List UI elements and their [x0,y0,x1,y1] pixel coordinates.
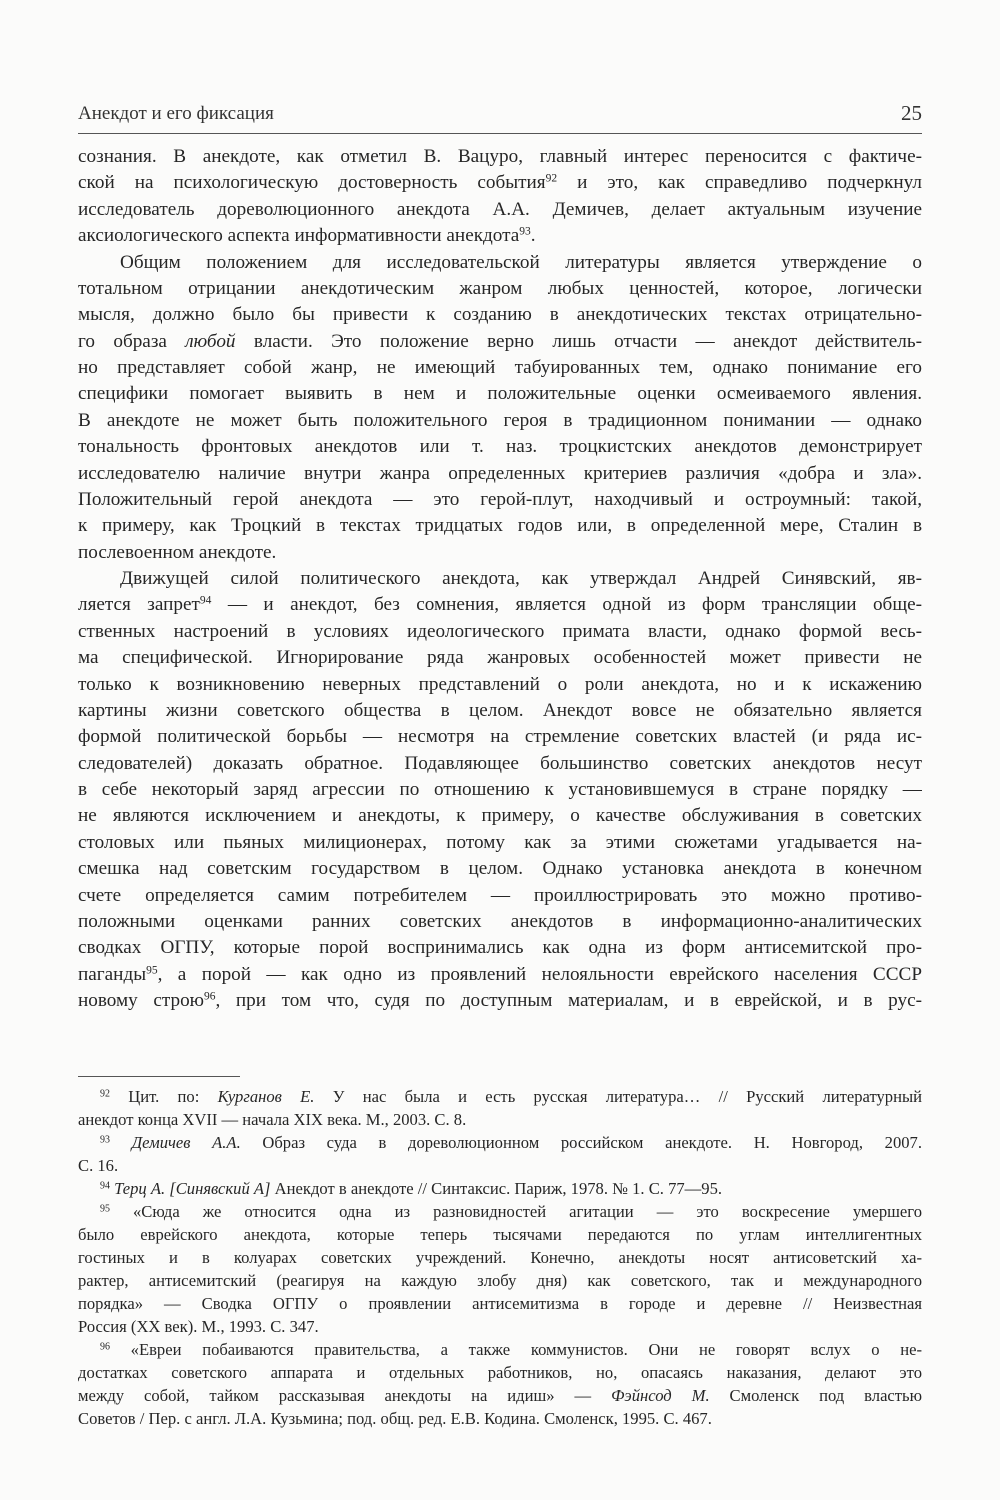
text-line [78,434,922,460]
text-line [78,751,922,777]
text-run: , при том что, судя по доступным материалам, и в еврейской, и в рус- [215,990,922,1011]
footnote [78,1338,922,1430]
text-line [78,619,922,645]
text-line [78,1292,922,1315]
footnote-ref: 93 [519,225,531,238]
text-line [78,170,922,196]
text-line [78,1246,922,1269]
text-run: ственных настроений в условиях идеологического примата власти, однако формой весь- [78,620,922,642]
text-line [78,1200,922,1223]
text-line [78,777,922,803]
text-run: Движущей силой политического анекдота, как утверждал Андрей Синявский, яв- [120,568,922,589]
text-run: У нас была и есть русская литература… // Русский литературный [314,1087,922,1106]
text-line [78,1108,922,1131]
text-run: сознания. В анекдоте, как отметил В. Вацуро, главный интерес переносится с фактиче- [78,146,922,167]
text-run: Цит. по: [109,1087,218,1106]
text-run: гостиных и в колуарах советских учреждений. Конечно, анекдоты носят антисоветский ха- [78,1248,922,1267]
footnote-ref: 95 [100,1203,110,1215]
text-run: следователей) доказать обратное. Подавляющее большинство советских анекдотов несут [78,752,922,774]
footnote-ref: 92 [545,173,558,186]
text-line [78,302,922,328]
text-run: . [530,225,536,247]
text-run: мысля, должно было бы привести к созданию в анекдотических текстах отрицательно- [78,304,922,326]
text-run: сводках ОГПУ, которые порой воспринимались как одна из форм антисемитской про- [78,937,922,959]
text-run: тотальном отрицании анекдотическим жанром любых ценностей, которое, логически [78,277,922,299]
text-line [78,461,922,487]
text-run: Советов / Пер. с англ. Л.А. Кузьмина; под. общ. ред. Е.В. Кодина. Смоленск, 1995. С. 467. [78,1409,712,1428]
text-run: картины жизни советского общества в целом. Анекдот вовсе не обязательно является [78,699,922,721]
text-line [78,329,922,355]
italic-text: Терц А. [Синявский А] [114,1179,271,1198]
footnote-ref: 92 [100,1088,110,1100]
text-run: между собой, тайком рассказывая анекдоты на идиш» — [78,1386,612,1405]
text-run: С. 16. [78,1156,119,1175]
footnote [78,1177,922,1200]
text-run: го образа [78,330,186,352]
text-line [78,672,922,698]
text-run: Образ суда в дореволюционном российском анекдоте. Н. Новгород, 2007. [240,1133,922,1152]
text-line [78,988,922,1014]
text-line [78,1384,922,1407]
text-line [78,592,922,618]
text-line [78,803,922,829]
text-run: «Сюда же относится одна из разновидностей агитации — это воскресение умершего [109,1202,922,1221]
text-run: , а порой — как одно из проявлений нелояльности еврейского населения СССР [157,963,922,985]
footnote-ref: 94 [199,595,212,608]
text-line [78,276,922,302]
text-run: паганды [78,963,147,985]
text-run: Положительный герой анекдота — это герой-плут, находчивый и остроумный: такой, [78,488,922,510]
text-run: но представляет собой жанр, не имеющий табуированных тем, однако понимание его [78,357,922,378]
text-run: рактер, антисемитский (реагируя на каждую злобу дня) как советского, так и международного [78,1271,922,1290]
text-run: «Евреи побаиваются правительства, а также коммунистов. Они не говорят вслух о не- [109,1340,922,1359]
text-run: только к возникновению неверных представлений о роли анекдота, но и к искажению [78,673,922,695]
text-run: исследователю наличие внутри жанра определенных критериев различия «добра и зла». [78,462,922,484]
text-run: исследователь дореволюционного анекдота А.А. Демичев, делает актуальным изучение [78,198,922,220]
text-run [110,1133,132,1152]
text-run: положными оценками ранних советских анекдотов в информационно-аналитических [78,910,922,932]
footnote [78,1085,922,1131]
text-run: к примеру, как Троцкий в текстах тридцатых годов или, в определенной мере, Сталин в [78,515,922,537]
body-text [78,144,922,1014]
text-line [78,1269,922,1292]
text-line [78,1154,922,1177]
text-run: и это, как справедливо подчеркнул [557,172,922,194]
text-line [78,856,922,882]
text-run: — и анекдот, без сомнения, является одной из форм трансляции обще- [211,594,922,616]
text-run: формой политической борьбы — несмотря на стремление советских властей (и ряда ис- [78,726,922,748]
text-line [78,883,922,909]
text-run: Смоленск под властью [709,1386,922,1405]
text-run: анекдот конца XVII — начала XIX века. М., 2003. С. 8. [78,1110,467,1129]
footnote [78,1200,922,1338]
italic-text: Демичев А.А. [131,1133,241,1152]
text-line [78,487,922,513]
running-head-title: Анекдот и его фиксация [78,103,274,124]
text-line [78,1338,922,1361]
italic-text: Фэйнсод М. [611,1386,710,1405]
text-line [78,197,922,223]
text-line [78,355,922,381]
text-run: счете определяется самим потребителем — проиллюстрировать это можно противо- [78,884,922,906]
text-line [78,250,922,276]
text-run: тональность фронтовых анекдотов или т. наз. троцкистских анекдотов демонстрирует [78,436,922,458]
italic-text: любой [185,330,236,352]
text-run: новому строю [78,990,204,1011]
text-run: ской на психологическую достоверность события [78,172,546,194]
text-line [78,1223,922,1246]
text-run: столовых или пьяных милиционерах, потому как за этими сюжетами угадывается на- [78,831,922,853]
italic-text: Курганов Е. [217,1087,315,1106]
text-line [78,1361,922,1384]
text-line [78,1131,922,1154]
text-run: власти. Это положение верно лишь отчасти — анекдот действитель- [235,330,922,352]
text-run: Общим положением для исследовательской литературы является утверждение о [120,251,922,273]
text-line [78,408,922,434]
text-run: ляется запрет [78,594,200,616]
text-line [78,1085,922,1108]
text-run: Россия (XX век). М., 1993. С. 347. [78,1317,319,1336]
footnotes [78,1085,922,1430]
text-line [78,381,922,407]
text-line [78,698,922,724]
text-run: аксиологического аспекта информативности анекдота [78,225,520,247]
text-run: порядка» — Сводка ОГПУ о проявлении антисемитизма в городе и деревне // Неизвестная [78,1294,922,1313]
text-line [78,1177,922,1200]
text-run: достатках советского аппарата и отдельных работников, но, опасаясь наказания, делают это [78,1363,922,1382]
text-line [78,935,922,961]
text-line [78,566,922,592]
footnote-ref: 95 [146,964,158,977]
text-line [78,513,922,539]
text-line [78,1315,922,1338]
text-run: послевоенном анекдоте. [78,541,277,563]
text-line [78,962,922,988]
paragraph [78,566,922,1014]
text-run: не являются исключением и анекдоты, к примеру, о качестве обслуживания в советских [78,805,922,827]
text-line [78,830,922,856]
text-line [78,909,922,935]
text-line [78,540,922,566]
text-run: смешка над советским государством в целом. Однако установка анекдота в конечном [78,858,922,880]
footnote [78,1131,922,1177]
footnote-ref: 96 [204,990,216,1003]
text-run: было еврейского анекдота, которые теперь тысячами передаются по углам интеллигентных [78,1225,922,1244]
text-run: В анекдоте не может быть положительного героя в традиционном понимании — однако [78,409,922,431]
text-run: в себе некоторый заряд агрессии по отношению к установившемуся в стране порядку — [78,779,922,800]
text-line [78,645,922,671]
running-head [78,101,922,134]
footnote-divider [78,1076,240,1077]
text-line [78,1407,922,1430]
paragraph [78,144,922,250]
page-number: 25 [901,101,922,125]
text-line [78,724,922,750]
text-run: специфики помогает выявить в нем и положительные оценки осмеиваемого явления. [78,383,922,405]
footnote-ref: 94 [100,1180,110,1192]
footnote-ref: 93 [100,1134,110,1146]
text-run: ма специфической. Игнорирование ряда жанровых особенностей может привести не [78,647,922,669]
text-line [78,223,922,249]
paragraph [78,250,922,567]
text-run: Анекдот в анекдоте // Синтаксис. Париж, 1978. № 1. С. 77—95. [270,1179,723,1198]
footnote-ref: 96 [100,1341,110,1353]
text-line [78,144,922,170]
